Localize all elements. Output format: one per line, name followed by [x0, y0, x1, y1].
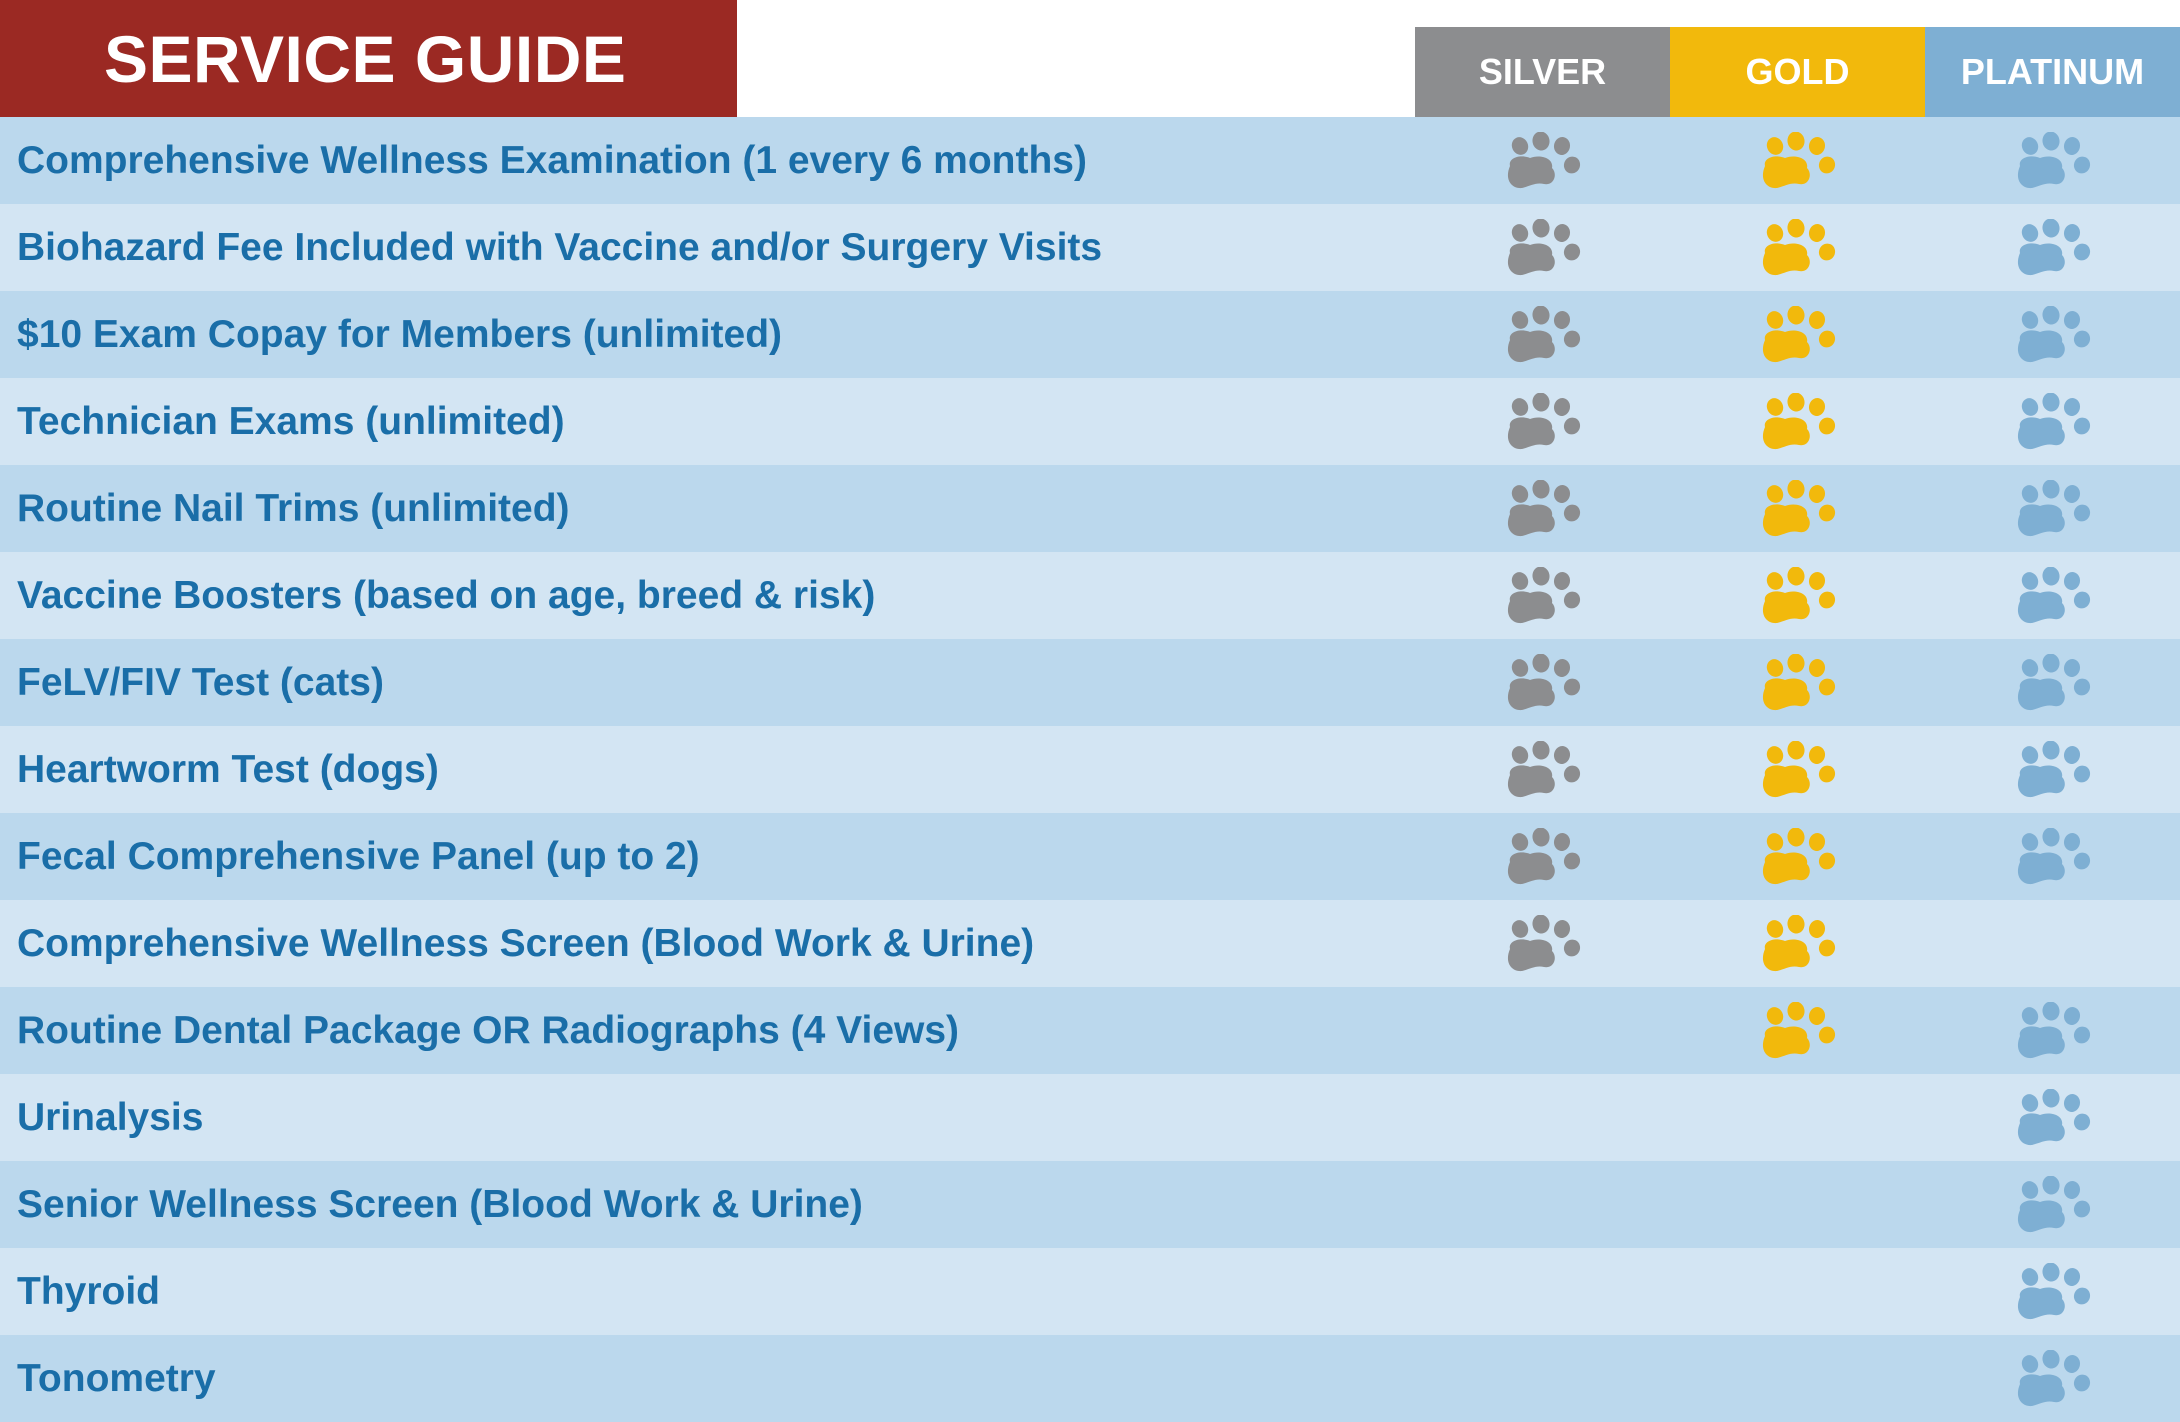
- service-row: [0, 1074, 2180, 1161]
- cell-silver: [1415, 1161, 1670, 1248]
- cell-gold: [1670, 1074, 1925, 1161]
- cell-silver: [1415, 1248, 1670, 1335]
- service-label: Comprehensive Wellness Screen (Blood Work & Urine): [17, 921, 1035, 965]
- paw-print-icon: [1500, 828, 1586, 886]
- service-row: [0, 204, 2180, 291]
- paw-print-icon: [2010, 219, 2096, 277]
- cell-gold: [1670, 552, 1925, 639]
- service-label: Thyroid: [17, 1269, 160, 1313]
- paw-print-icon: [1755, 132, 1841, 190]
- service-label: Senior Wellness Screen (Blood Work & Urine): [17, 1182, 863, 1226]
- paw-print-icon: [2010, 567, 2096, 625]
- paw-print-icon: [2010, 828, 2096, 886]
- cell-gold: [1670, 465, 1925, 552]
- cell-silver: [1415, 552, 1670, 639]
- cell-gold: [1670, 1335, 1925, 1422]
- cell-gold: [1670, 291, 1925, 378]
- tier-header-platinum: PLATINUM: [1925, 27, 2180, 117]
- paw-print-icon: [1500, 132, 1586, 190]
- paw-print-icon: [2010, 1350, 2096, 1408]
- cell-gold: [1670, 987, 1925, 1074]
- cell-silver: [1415, 726, 1670, 813]
- service-label: Tonometry: [17, 1356, 216, 1400]
- service-row: [0, 291, 2180, 378]
- paw-print-icon: [1500, 654, 1586, 712]
- service-row: [0, 639, 2180, 726]
- cell-platinum: [1925, 465, 2180, 552]
- cell-silver: [1415, 117, 1670, 204]
- cell-platinum: [1925, 378, 2180, 465]
- cell-silver: [1415, 900, 1670, 987]
- paw-print-icon: [2010, 393, 2096, 451]
- paw-print-icon: [1755, 480, 1841, 538]
- cell-silver: [1415, 1335, 1670, 1422]
- cell-platinum: [1925, 813, 2180, 900]
- cell-platinum: [1925, 552, 2180, 639]
- cell-gold: [1670, 639, 1925, 726]
- paw-print-icon: [1755, 393, 1841, 451]
- cell-silver: [1415, 465, 1670, 552]
- cell-platinum: [1925, 1335, 2180, 1422]
- title-banner: [0, 0, 737, 117]
- cell-platinum: [1925, 1161, 2180, 1248]
- service-table: [0, 117, 2180, 1422]
- cell-silver: [1415, 204, 1670, 291]
- paw-print-icon: [1500, 741, 1586, 799]
- paw-print-icon: [1755, 828, 1841, 886]
- paw-print-icon: [1500, 219, 1586, 277]
- service-label: Urinalysis: [17, 1095, 204, 1139]
- paw-print-icon: [1755, 567, 1841, 625]
- paw-print-icon: [1500, 480, 1586, 538]
- service-label: Routine Nail Trims (unlimited): [17, 486, 570, 530]
- paw-print-icon: [2010, 1089, 2096, 1147]
- service-label: Comprehensive Wellness Examination (1 every 6 months): [17, 138, 1087, 182]
- cell-silver: [1415, 1074, 1670, 1161]
- service-row: [0, 987, 2180, 1074]
- service-label: FeLV/FIV Test (cats): [17, 660, 384, 704]
- page-title: SERVICE GUIDE: [104, 21, 627, 96]
- paw-print-icon: [1755, 741, 1841, 799]
- paw-print-icon: [2010, 1002, 2096, 1060]
- cell-gold: [1670, 726, 1925, 813]
- cell-silver: [1415, 378, 1670, 465]
- paw-print-icon: [2010, 132, 2096, 190]
- service-row: [0, 552, 2180, 639]
- service-row: [0, 465, 2180, 552]
- cell-platinum: [1925, 639, 2180, 726]
- service-row: [0, 117, 2180, 204]
- cell-gold: [1670, 204, 1925, 291]
- cell-platinum: [1925, 117, 2180, 204]
- service-row: [0, 813, 2180, 900]
- cell-silver: [1415, 987, 1670, 1074]
- cell-silver: [1415, 639, 1670, 726]
- cell-gold: [1670, 900, 1925, 987]
- paw-print-icon: [1500, 393, 1586, 451]
- cell-platinum: [1925, 204, 2180, 291]
- service-row: [0, 1335, 2180, 1422]
- cell-gold: [1670, 378, 1925, 465]
- service-row: [0, 378, 2180, 465]
- paw-print-icon: [1500, 306, 1586, 364]
- cell-silver: [1415, 291, 1670, 378]
- cell-platinum: [1925, 291, 2180, 378]
- service-row: [0, 900, 2180, 987]
- cell-platinum: [1925, 1074, 2180, 1161]
- paw-print-icon: [2010, 741, 2096, 799]
- cell-platinum: [1925, 726, 2180, 813]
- cell-gold: [1670, 1161, 1925, 1248]
- paw-print-icon: [2010, 654, 2096, 712]
- service-label: Technician Exams (unlimited): [17, 399, 565, 443]
- service-row: [0, 726, 2180, 813]
- service-label: $10 Exam Copay for Members (unlimited): [17, 312, 783, 356]
- service-label: Routine Dental Package OR Radiographs (4 Views): [17, 1008, 960, 1052]
- cell-platinum: [1925, 1248, 2180, 1335]
- paw-print-icon: [2010, 1263, 2096, 1321]
- header: [0, 0, 2180, 117]
- paw-print-icon: [1755, 915, 1841, 973]
- paw-print-icon: [2010, 1176, 2096, 1234]
- service-row: [0, 1161, 2180, 1248]
- paw-print-icon: [1755, 219, 1841, 277]
- paw-print-icon: [2010, 480, 2096, 538]
- paw-print-icon: [1755, 1002, 1841, 1060]
- paw-print-icon: [2010, 306, 2096, 364]
- service-label: Fecal Comprehensive Panel (up to 2): [17, 834, 700, 878]
- service-label: Biohazard Fee Included with Vaccine and/or Surgery Visits: [17, 225, 1103, 269]
- service-label: Vaccine Boosters (based on age, breed & risk): [17, 573, 876, 617]
- paw-print-icon: [1500, 915, 1586, 973]
- service-row: [0, 1248, 2180, 1335]
- cell-gold: [1670, 1248, 1925, 1335]
- paw-print-icon: [1500, 567, 1586, 625]
- cell-gold: [1670, 813, 1925, 900]
- paw-print-icon: [1755, 306, 1841, 364]
- cell-silver: [1415, 813, 1670, 900]
- tier-header-silver: SILVER: [1415, 27, 1670, 117]
- cell-platinum: [1925, 987, 2180, 1074]
- cell-platinum: [1925, 900, 2180, 987]
- cell-gold: [1670, 117, 1925, 204]
- service-label: Heartworm Test (dogs): [17, 747, 439, 791]
- tier-header-gold: GOLD: [1670, 27, 1925, 117]
- paw-print-icon: [1755, 654, 1841, 712]
